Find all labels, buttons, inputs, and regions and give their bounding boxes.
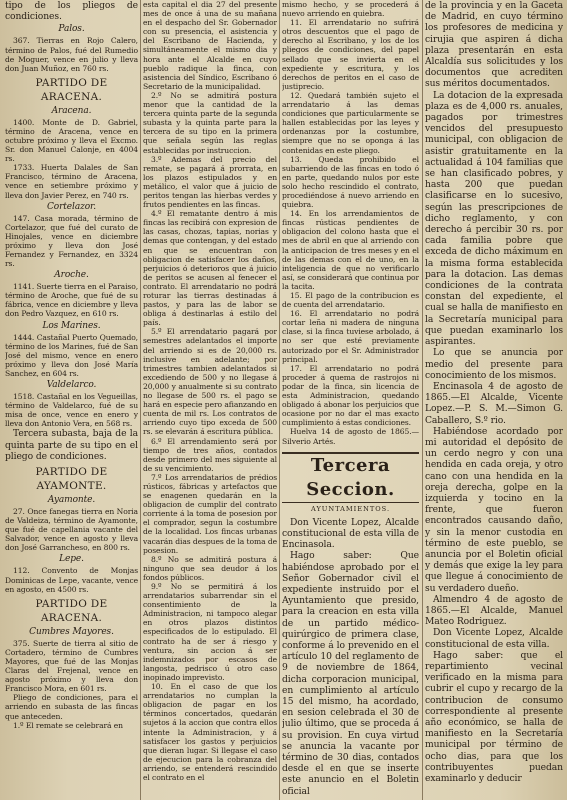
section-banner: Tercera Seccion. <box>282 452 419 503</box>
column-divider <box>422 0 423 800</box>
condition-item: 10. En el caso de que los arrendatarios no cumplan la obligacion de pagar en los términos concertados, quedarán sujetos á la accion que contra ellos intente la Administracion, y á satisfacer los gastos y perjuicios que dieran lugar. Si llegase el caso de ejecucion para la cobranza del arriendo, se entenderá rescindido el contrato en el <box>143 682 277 782</box>
place-heading: Palos. <box>58 24 85 35</box>
column-2 <box>143 0 277 800</box>
conditions-heading: Pliego de condiciones, para el arriendo en subasta de las fincas que anteceden. <box>5 693 138 721</box>
notice-text: Lo que se anuncia por medio del presente para conocimiento de los mismos. <box>425 347 563 381</box>
signature-line: Almendro 4 de agosto de 1865.—El Alcalde, Manuel Mateo Rodriguez. <box>425 593 563 628</box>
signature-line: Encinasola 4 de agosto de 1865.—El Alcalde, Vicente Lopez.—P. S. M.—Simon G. Caballero, S.º rio. <box>425 380 563 426</box>
condition-item: 14. En los arrendamientos de fincas rústicas pendientes de obligacion del colono hasta que el mes de abril en que al arriendo con la anticipacion de tres meses y en el de las demas con el de uno, en la inteligencia de que no verificarlo así, se considerará que continua por la tacita. <box>282 209 419 291</box>
condition-item: 15. El pago de la contribucion es de cuenta del arrendatario. <box>282 291 419 310</box>
lot-entry: 1141. Suerte tierra en el Paraiso, término de Aroche, que fué de su fábrica, vence en diciembre y lleva don Pedro Vazquez, en 610 rs. <box>5 282 138 319</box>
condition-item: 11. El arrendatario no sufrirá otros descuentos que el pago de derecho al Escribano, y los de los pliegos de condiciones, del papel sellado que se invierta en el expediente y escritura, y los derechos de peritos en el caso de justiprecio. <box>282 18 419 91</box>
notice-heading: Don Vicente Lopez, Alcalde constitucional de esta villa de Encinasola. <box>282 516 419 551</box>
place-heading: Valdelarco. <box>46 380 97 391</box>
subsection-heading: AYUNTAMIENTOS. <box>310 504 391 513</box>
place-heading: Aracena. <box>51 105 92 116</box>
place-heading: Lepe. <box>59 554 84 565</box>
condition-item: 17. El arrendatario no podrá proceder á quema de rastrojos ni podar de la finca, sin licencia de esta Administracion, quedando obligado á abonar los perjuicios que ocasione por no dar el mas exacto cumplimiento á estas condiciones. <box>282 363 419 428</box>
column-3 <box>282 0 419 800</box>
lot-entry: 367. Tierras en Rojo Calero, término de Palos, fué del Rumedio de Moguer, vence en julio y lleva don Juan Muñoz, en 760 rs. <box>5 36 138 73</box>
condition-item: esta capital el dia 27 del presente mes de once á una de su mañana en el despacho del Sr. Gobernador con su presencia, el asistencia y del Escribano de Hacienda, y simultáneamente el mismo dia y hora ante el Alcalde en cuyo pueblo radique la finca, con asistencia del Síndico, Escribano ó Secretario de la municipalidad. <box>143 0 277 91</box>
place-heading: Aroche. <box>54 270 89 281</box>
lot-entry: 112. Convento de Monjas Dominicas de Lepe, vacante, vence en agosto, en 4500 rs. <box>5 566 138 594</box>
condition-item: 13. Queda prohibido el subarriendo de las fincas en todo ó en parte, quedando nulos por este solo hecho rescindido el contrato, procediéndose á nuevo arriendo en quiebra. <box>282 154 419 210</box>
column-4 <box>425 0 563 800</box>
column-divider <box>279 0 280 800</box>
condition-item: 6.º El arrendamiento será por tiempo de tres años, contados desde primero del mes siguiente al de su vencimiento. <box>143 436 277 473</box>
notice-heading: Don Vicente Lopez, Alcalde constitucional de esta villa. <box>425 627 563 650</box>
section-heading: PARTIDO DE AYAMONTE. <box>35 466 108 493</box>
lot-entry: 27. Once fanegas tierra en Noria de Valdeiza, término de Ayamonte, que fué de capellania vacante del Salvador, vence en agosto y lleva don José Garrancheso, en 800 rs. <box>5 507 138 553</box>
place-heading: Ayamonte. <box>47 495 96 506</box>
column-divider <box>140 0 141 800</box>
notice-text: de la provincia y en la Gaceta de Madrid, en cuyo término los profesores de medicina y cirujia que aspiren á dicha plaza presentarán en esta Alcaldía sus solicitudes y los documentos que acrediten sus méritos documentados. <box>425 0 563 90</box>
condition-item: 8.º No se admitirá postura á ninguno que sea deudor á los fondos públicos. <box>143 554 277 582</box>
condition-item: 16. El arrendatario no podrá cortar leña ni madera de ninguna clase, si la finca tuviese arbolado, á no ser que esté previamente autorizado por el Sr. Administrador principal. <box>282 309 419 364</box>
lot-entry: 1444. Castañal Puerto Quemado, término de los Marines, fué de San José del mismo, vence en enero próximo y lleva don José María Sanchez, en 604 rs. <box>5 332 138 378</box>
lot-entry: 375. Suerte de tierra al sitio de Cortadero, término de Cumbres Mayores, que fué de las Monjas Claras del Frejenal, vence en agosto próximo y lleva don Francisco Mora, en 601 rs. <box>5 638 138 694</box>
intro-text: tipo de los pliegos de condiciones. <box>5 0 138 23</box>
condition-item: mismo hecho, y se procederá á nuevo arriendo en quiebra. <box>282 0 419 19</box>
auction-note: Tercera subasta, baja de la quinta parte de su tipo en el pliego de condiciones. <box>5 428 138 462</box>
section-heading: PARTIDO DE ARACENA. <box>35 597 108 624</box>
condition-item: 1.º El remate se celebrará en <box>13 720 123 730</box>
condition-item: 5.º El arrendatario pagará por semestres adelantados el importe del arriendo si es de 20,000 rs. inclusive en adelante; por trimestres tambien adelantados si excediendo de 500 y no llegase á 20,000 y anualmente si su contrato no llegase de 500 rs. el pago se hará en especie pero afianzando en cuenta de mil rs. Los contratos de arriendo cuyo tipo exceda de 500 rs. se elevarán á escritura pública. <box>143 327 277 437</box>
signature-line: Huelva 14 de agosto de 1865.—Silverio Artés. <box>282 427 419 446</box>
notice-text: Habiéndose acordado por mi autoridad el depósito de un cerdo negro y con una hendida en cada oreja, y otro cano con una hendida en la oreja derecha, golpe en la izquierda y tocino en la frente, que fueron encontrados causando daño, y sin la menor custodia en término de este pueblo, se anuncia por el Boletin oficial y demás que exige la ley para que llegue á conocimiento de su verdadero dueño. <box>425 425 563 594</box>
condition-item: 2.º No se admitirá postura menor que la cantidad de la tercera quinta parte de la segunda subasta y la quinta parte para la tercera de su tipo en la primera que señala según las reglas establecidas por instruccion. <box>143 90 277 155</box>
place-heading: Los Marines. <box>42 320 101 331</box>
notice-text: La dotacion de la expresada plaza es de 4,000 rs. anuales, pagados por trimestres vencidos del presupuesto municipal, con obligacion de asistir gratuitamente en la actualidad á 104 familias que se han clasificado pobres, y hasta 200 que puedan clasificarse en lo sucesivo, según las prescripciones de dicho reglamento, y con derecho á percibir 30 rs. por cada familia pobre que exceda de dicho máximum en la misma forma establecida para la dotacion. Las demas condiciones de la contrata constan del expediente, el cual se halla de manifiesto en la Secretaría municipal para que puedan examinarlo los aspirantes. <box>425 89 563 348</box>
condition-item: 3.º Ademas del precio del remate, se pagará á prorrata, en los plazos estipulados y en metálico, el valor que á juicio de peritos tengan las hierbas verdes y frutos pendientes en las fincas. <box>143 154 277 210</box>
column-1 <box>5 0 138 800</box>
section-heading: PARTIDO DE ARACENA. <box>35 76 108 103</box>
condition-item: 12. Quedará también sujeto el arrendatario á las demas condiciones que particularmente se hallen establecidas por las leyes y ordenanzas por la costumbre, siempre que no se oponga á las contenidas en este pliego. <box>282 90 419 155</box>
notice-text: Hago saber: Que habiéndose aprobado por el Señor Gobernador civil el expediente instruido por el Ayuntamiento que presido, para la creacion en esta villa de un partido médico-quirúrgico de primera clase, conforme á lo prevenido en el artículo 10 del reglamento de 9 de noviembre de 1864, dicha corporacion municipal, en cumplimiento al artículo 15 del mismo, ha acordado, en sesion celebrada el 30 de julio último, que se proceda á su provision. En cuya virtud se anuncia la vacante por término de 30 dias, contados desde el en que se inserte este anuncio en el Boletin oficial <box>282 550 419 797</box>
lot-entry: 147. Casa morada, término de Cortelazor, que fué del curato de Hinojales, vence en diciembre próximo y lleva don José Fernandez y Fernandez, en 3324 rs. <box>5 213 138 269</box>
notice-text: Hago saber: que el repartimiento vecinal verificado en la misma para cubrir el cupo y recargo de la contribucion de consumo correspondiente al presente año económico, se halla de manifiesto en la Secretaría municipal por término de ocho dias, para que los contribuyentes puedan examinarlo y deducir <box>425 649 563 785</box>
lot-entry: 1518. Castañal en los Vegueillas, término de Valdelarco, fué de su misa de once, vence en enero y lleva don Antonio Vera, en 568 rs. <box>5 392 138 429</box>
condition-item: 9.º No se permitirá á los arrendatarios subarrendar sin el consentimiento de la Administracion, ni tampoco alegar en otros plazos distintos especificados de lo estipulado. El contrato ha de ser á riesgo y ventura, sin accion á ser indemnizados por escasos de langosta, pedrisco ú otro caso inopinado imprevisto. <box>143 582 277 682</box>
lot-entry: 1400. Monte de D. Gabriel, término de Aracena, vence en octubre próximo y lleva el Excmo. Sr. don Manuel Calonje, en 4004 rs. <box>5 117 138 164</box>
condition-item: 7.º Los arrendatarios de prédios rústicos, fábricas y artefactos que se enagenen quedarán en la obligacion de cumplir del contrato corriente á la toma de posesion por el comprador, segun la costumbre de la localidad. Los fincas urbanas vacarán dias despues de la toma de posesion. <box>143 472 277 555</box>
lot-entry: 1733. Huerta Dalales de San Francisco, término de Aracena, vence en setiembre próximo y lleva don Javier Perez, en 740 rs. <box>5 163 138 200</box>
condition-item: 4.º El rematante dentro á mis fincas las recibirá con expresion de las casas, chozas, tapias, norias y demas que contengan, y del estado en que se encuentran con obligacion de satisfacer los daños, perjuicios ó deterioros que á juicio de peritos se acusen al fenecer el contrato. El arrendatario no podrá roturar las tierras destinadas á pastos, y para las de labor se obliga á destinarlas á estilo del país. <box>143 209 277 328</box>
place-heading: Cumbres Mayores. <box>29 626 114 637</box>
place-heading: Cortelazor. <box>46 201 97 212</box>
